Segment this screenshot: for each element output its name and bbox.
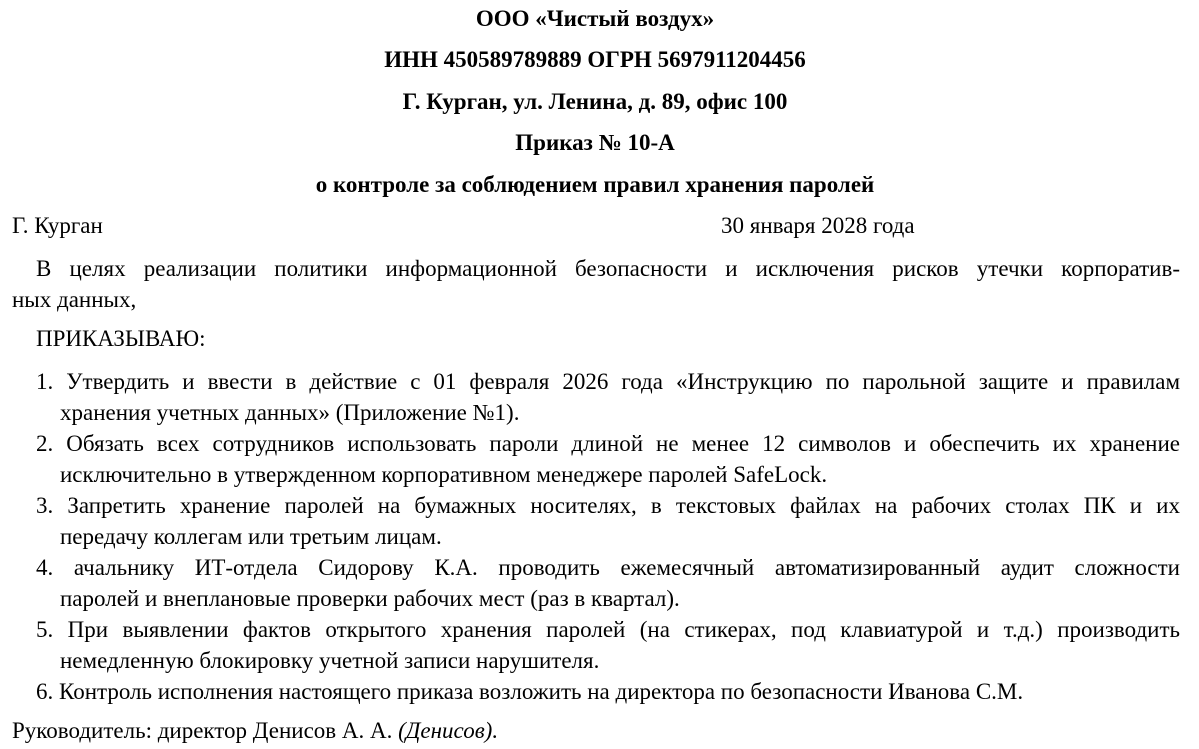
order-item-1-line-2: хранения учетных данных» (Приложение №1). — [60, 400, 520, 425]
order-date: 30 января 2028 года — [721, 213, 915, 238]
order-item-4 — [36, 552, 1180, 614]
preamble-line-2: ных данных, — [12, 287, 137, 312]
order-item-3-line-1: 3. Запретить хранение паролей на бумажных носителях, в текстовых файлах на рабочих столах ПК и их — [36, 493, 1180, 518]
order-item-6-line-1: 6. Контроль исполнения настоящего приказа возложить на директора по безопасности Иванова С.М. — [36, 679, 1024, 704]
order-word: ПРИКАЗЫВАЮ: — [36, 326, 206, 351]
order-item-2-line-1: 2. Обязать всех сотрудников использовать пароли длиной не менее 12 символов и обеспечить их хранение — [36, 431, 1180, 456]
order-item-1 — [36, 366, 1180, 428]
order-item-5-line-2: немедленную блокировку учетной записи нарушителя. — [60, 648, 600, 673]
preamble — [12, 253, 1180, 315]
order-subject: о контроле за соблюдением правил хранения паролей — [315, 172, 875, 197]
preamble-line-1: В целях реализации политики информационной безопасности и исключения рисков утечки корпоратив- — [36, 256, 1180, 281]
order-item-4-line-2: паролей и внеплановые проверки рабочих мест (раз в квартал). — [60, 586, 680, 611]
order-item-1-line-1: 1. Утвердить и ввести в действие с 01 февраля 2026 года «Инструкцию по парольной защите и правилам — [36, 369, 1180, 394]
order-item-4-line-1: 4. ачальнику ИТ-отдела Сидорову К.А. проводить ежемесячный автоматизированный аудит сложности — [36, 555, 1180, 580]
signature-label: Руководитель: директор Денисов А. А. — [12, 718, 393, 743]
order-item-5-line-1: 5. При выявлении фактов открытого хранения паролей (на стикерах, под клавиатурой и т.д.) производить — [36, 617, 1180, 642]
order-item-3 — [36, 490, 1180, 552]
order-item-5 — [36, 614, 1180, 676]
signature-block — [12, 715, 498, 746]
company-name: ООО «Чистый воздух» — [475, 6, 715, 31]
order-item-6 — [36, 676, 1180, 707]
company-ids: ИНН 450589789889 ОГРН 5697911204456 — [384, 47, 806, 72]
order-item-2 — [36, 428, 1180, 490]
order-item-2-line-2: исключительно в утвержденном корпоративном менеджере паролей SafeLock. — [60, 462, 828, 487]
order-city: Г. Курган — [12, 213, 103, 238]
signature-name: (Денисов). — [398, 718, 499, 743]
company-address: Г. Курган, ул. Ленина, д. 89, офис 100 — [402, 89, 788, 114]
order-item-3-line-2: передачу коллегам или третьим лицам. — [60, 524, 442, 549]
order-title: Приказ № 10-А — [515, 130, 675, 155]
